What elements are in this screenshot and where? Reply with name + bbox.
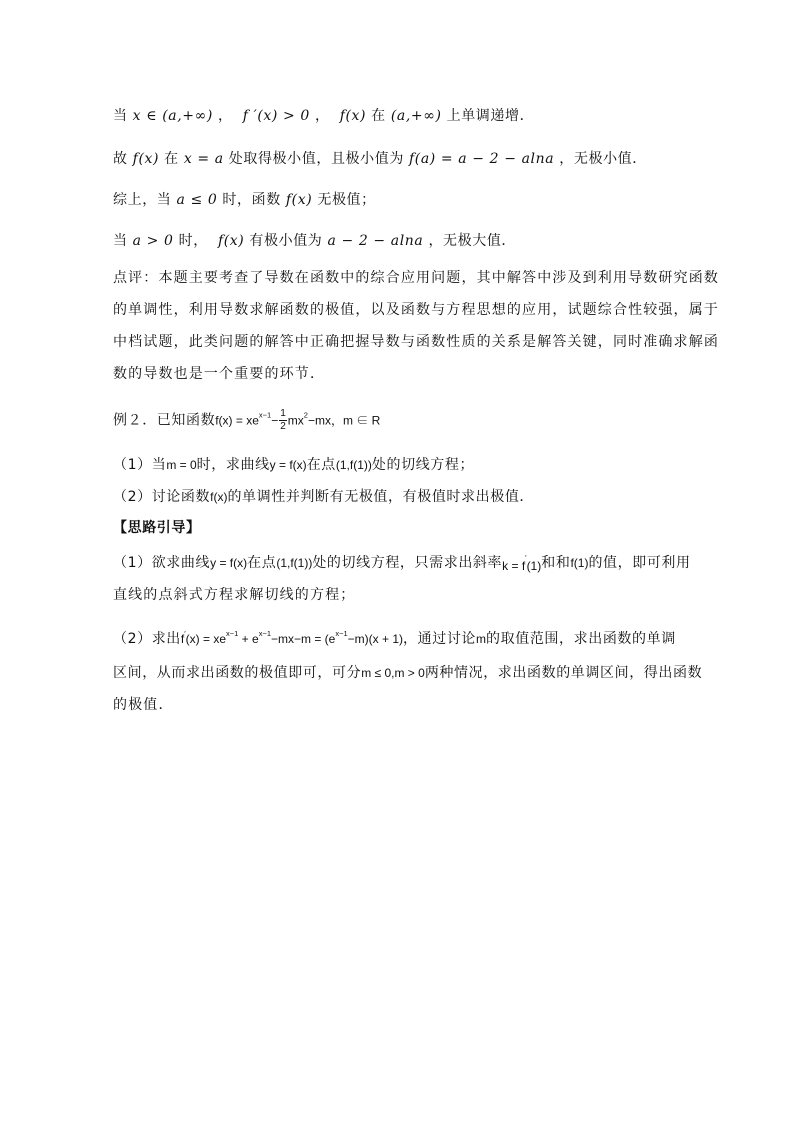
math-function: f(x) <box>285 192 313 208</box>
text: （2）讨论函数 <box>113 489 211 505</box>
math-interval: x ∈ (a,+∞) <box>132 108 213 124</box>
math-cases: m ≤ 0,m > 0 <box>361 666 425 680</box>
hint-1-line-2: 直线的点斜式方程求解切线的方程； <box>113 587 356 603</box>
text: 处取得极小值，且极小值为 <box>228 151 404 167</box>
text: 时，函数 <box>222 192 281 208</box>
question-2 <box>113 487 683 507</box>
hint-title: 【思路引导】 <box>113 520 201 536</box>
math-point: (1,f(1)) <box>335 458 372 472</box>
text: ， <box>218 108 233 124</box>
math-term: −m)(x + 1) <box>347 632 404 646</box>
text: 时， <box>178 233 208 249</box>
hint-2-line-2 <box>113 663 703 683</box>
math-function: f <box>180 632 185 646</box>
text: 例２．已知函数 <box>113 412 216 429</box>
text: （2）求出 <box>113 631 181 647</box>
text: 有极小值为 <box>249 233 323 249</box>
math-function: f(x) <box>217 233 245 249</box>
math-operator: − <box>271 413 279 428</box>
summary-line <box>113 190 683 210</box>
question-1 <box>113 455 683 475</box>
text: 综上，当 <box>113 192 172 208</box>
math-argument: (1) <box>526 559 542 573</box>
math-term: mx <box>287 413 304 428</box>
math-function: f(x) = xe <box>215 413 259 428</box>
text: ， <box>314 108 330 124</box>
math-curve: y = f(x) <box>269 458 307 472</box>
math-function: f(x) <box>210 490 228 504</box>
math-term: −mx−m = (e <box>271 632 336 646</box>
math-exponent: 2 <box>303 410 308 420</box>
text: 在 <box>371 108 386 124</box>
text: 在点 <box>247 555 277 571</box>
text: 故 <box>113 151 128 167</box>
text: 上单调递增． <box>446 108 535 124</box>
monotonic-increase-line <box>113 106 683 126</box>
text: 的单调性并判断有无极值，有极值时求出极值． <box>227 489 535 505</box>
comment-line-4: 数的导数也是一个重要的环节． <box>113 366 326 382</box>
math-function: f(x) <box>339 108 367 124</box>
text: 当 <box>113 233 128 249</box>
math-term: −mx，m ∈ R <box>307 413 381 428</box>
text: 无极值； <box>317 192 376 208</box>
math-point: (1,f(1)) <box>276 556 313 570</box>
text: 处的切线方程； <box>371 457 475 473</box>
math-exponent: x−1 <box>258 629 271 638</box>
comment-line-3: 中档试题，此类问题的解答中正确把握导数与函数性质的关系是解答关键，同时准确求解函 <box>113 334 719 350</box>
fraction-denominator: 2 <box>280 421 286 432</box>
text: 区间，从而求出函数的极值即可，可分 <box>113 665 362 681</box>
example-2-statement <box>113 408 683 433</box>
minimum-value-line <box>113 149 683 169</box>
text: 当 <box>113 108 128 124</box>
text: 时，求曲线 <box>196 457 270 473</box>
math-condition: a > 0 <box>132 233 174 249</box>
math-term: (x) = xe <box>185 632 227 646</box>
hint-1-line-1 <box>113 553 691 576</box>
hint-2-line-1 <box>113 629 683 649</box>
math-function: f(x) <box>132 151 160 167</box>
math-fraction <box>279 408 287 433</box>
comment-line-2: 的单调性，利用导数求解函数的极值，以及函数与方程思想的应用，试题综合性较强，属于 <box>113 302 719 318</box>
text: 和和 <box>541 555 571 571</box>
text: 两种情况，求出函数的单调区间，得出函数 <box>424 665 703 681</box>
text: ，通过讨论 <box>403 631 477 647</box>
math-value: f(1) <box>570 556 589 570</box>
summary-line-2 <box>113 231 683 251</box>
math-minimum-value: f(a) = a − 2 − alna <box>409 151 555 167</box>
math-condition: a ≤ 0 <box>176 192 218 208</box>
text: 的取值范围，求出函数的单调 <box>486 631 676 647</box>
math-prime: ′ <box>525 553 527 562</box>
math-interval: (a,+∞) <box>390 108 442 124</box>
math-exponent: x−1 <box>226 629 239 638</box>
comment-line-1: 点评：本题主要考查了导数在函数中的综合应用问题，其中解答中涉及到利用导数研究函数 <box>113 270 719 286</box>
math-exponent: x−1 <box>258 410 272 420</box>
text: 在点 <box>306 457 336 473</box>
hint-2-line-3: 的极值． <box>113 697 174 713</box>
math-prime: ′ <box>184 629 186 638</box>
math-curve: y = f(x) <box>210 556 248 570</box>
text: ，无极大值． <box>428 233 517 249</box>
math-variable: m <box>476 632 487 646</box>
text: 处的切线方程，只需求出斜率 <box>312 555 503 571</box>
math-minimum-value: a − 2 − alna <box>327 233 424 249</box>
text: 在 <box>164 151 179 167</box>
math-condition: m = 0 <box>166 458 197 472</box>
text: （1）当 <box>113 457 167 473</box>
text: 的值，即可利用 <box>588 555 691 571</box>
math-expression: x = a <box>183 151 224 167</box>
fraction-numerator: 1 <box>280 408 286 419</box>
text: （1）欲求曲线 <box>113 555 211 571</box>
math-exponent: x−1 <box>335 629 348 638</box>
math-term: + e <box>238 632 259 646</box>
math-derivative-positive: f ′(x) > 0 <box>242 108 310 124</box>
text: ，无极小值． <box>559 151 647 167</box>
math-slope: k = f <box>502 559 526 573</box>
